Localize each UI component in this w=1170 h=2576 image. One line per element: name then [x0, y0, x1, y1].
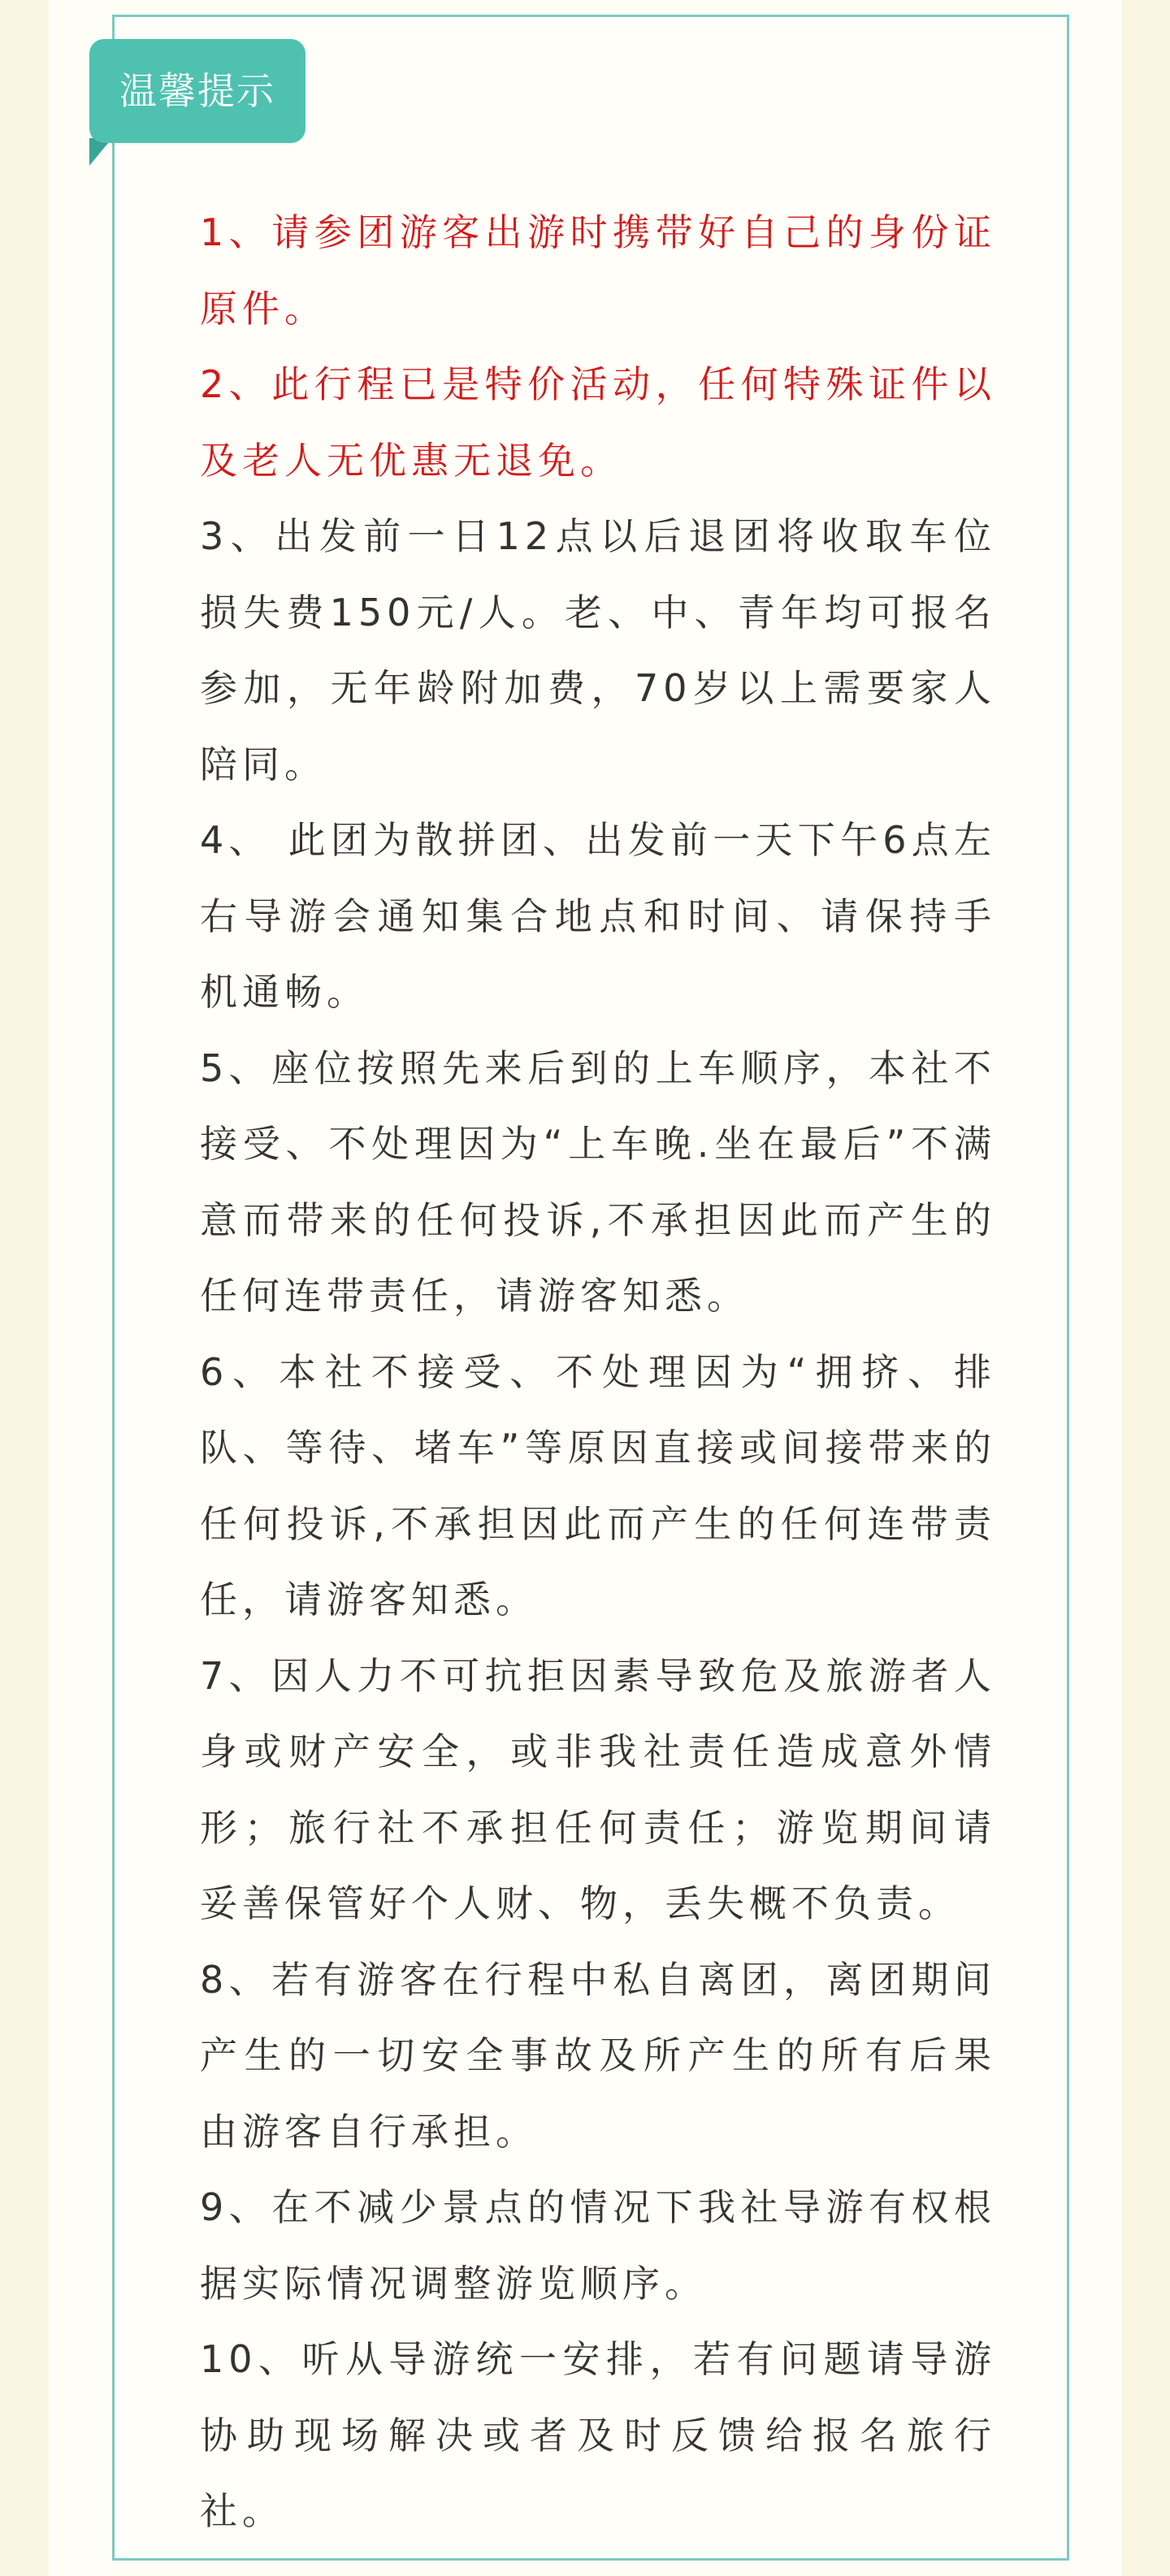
- notice-item-6: 6、本社不接受、不处理因为“拥挤、排队、等待、堵车”等原因直接或间接带来的任何投诉,不承担因此而产生的任何连带责任，请游客知悉。: [200, 1349, 996, 1621]
- notice-item-10: 10、听从导游统一安排，若有问题请导游协助现场解决或者及时反馈给报名旅行社。: [200, 2337, 996, 2533]
- notice-item-4: 4、 此团为散拼团、出发前一天下午6点左右导游会通知集合地点和时间、请保持手机通畅。: [200, 818, 996, 1014]
- notice-item-7: 7、因人力不可抗拒因素导致危及旅游者人身或财产安全，或非我社责任造成意外情形；旅行社不承担任何责任；游览期间请妥善保管好个人财、物，丢失概不负责。: [200, 1653, 996, 1925]
- notice-item-9: 9、在不减少景点的情况下我社导游有权根据实际情况调整游览顺序。: [200, 2185, 996, 2305]
- notice-item-8: 8、若有游客在行程中私自离团，离团期间产生的一切安全事故及所产生的所有后果由游客自行承担。: [200, 1957, 996, 2154]
- notice-item-3: 3、出发前一日12点以后退团将收取车位损失费150元/人。老、中、青年均可报名参加，无年龄附加费，70岁以上需要家人陪同。: [200, 514, 996, 786]
- notice-badge: 温馨提示: [89, 39, 306, 143]
- notice-list: [200, 195, 996, 2550]
- notice-item-5: 5、座位按照先来后到的上车顺序，本社不接受、不处理因为“上车晚.坐在最后”不满意而带来的任何投诉,不承担因此而产生的任何连带责任，请游客知悉。: [200, 1046, 996, 1318]
- notice-item-1: 1、请参团游客出游时携带好自己的身份证原件。: [200, 210, 996, 331]
- notice-item-2: 2、此行程已是特价活动，任何特殊证件以及老人无优惠无退免。: [200, 362, 996, 483]
